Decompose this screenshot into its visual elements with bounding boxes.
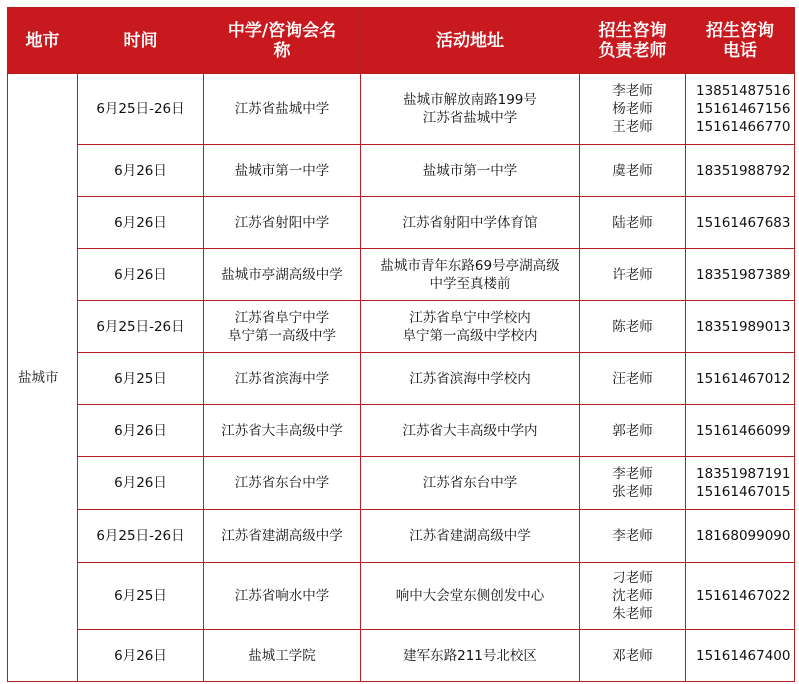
teacher-cell: [580, 249, 686, 301]
header-phone-line-1: 招生咨询: [706, 20, 774, 41]
phone-cell: [686, 301, 795, 353]
table-row: [8, 249, 795, 301]
address-cell: [361, 145, 580, 197]
address-text: 江苏省阜宁中学校内: [409, 309, 531, 326]
school-text: 江苏省盐城中学: [234, 101, 330, 117]
school-text: 江苏省建湖高级中学: [221, 528, 343, 544]
time-cell: [78, 301, 204, 353]
time-text: 6月26日: [114, 214, 167, 231]
teacher-cell: [580, 197, 686, 249]
address-cell: [361, 249, 580, 301]
school-cell: [204, 405, 361, 457]
school-text: 盐城市亭湖高级中学: [221, 266, 343, 283]
phone-text: 15161467156: [696, 101, 791, 117]
teacher-text: 沈老师: [612, 588, 653, 604]
header-address-label: 活动地址: [436, 30, 504, 51]
address-cell: [361, 301, 580, 353]
school-cell: [204, 630, 361, 682]
phone-text: 15161467400: [696, 647, 791, 664]
city-label: 盐城市: [18, 369, 59, 386]
school-text: 江苏省阜宁中学: [234, 309, 330, 326]
time-text: 6月25日-26日: [96, 101, 185, 117]
header-time: [78, 8, 204, 74]
header-phone-line-2: 电话: [723, 40, 757, 61]
time-cell: [78, 197, 204, 249]
teacher-text: 杨老师: [612, 101, 653, 117]
table-body: [8, 74, 795, 682]
teacher-text: 郭老师: [612, 422, 653, 439]
phone-text: 15161467015: [696, 484, 791, 500]
address-text: 中学至真楼前: [429, 275, 511, 292]
phone-text: 18168099090: [696, 528, 791, 544]
school-cell: [204, 145, 361, 197]
teacher-text: 汪老师: [612, 370, 653, 387]
header-teacher: [580, 8, 686, 74]
teacher-cell: [580, 301, 686, 353]
school-cell: [204, 74, 361, 145]
school-cell: [204, 563, 361, 630]
phone-text: 15161467683: [696, 214, 791, 231]
school-text: 江苏省响水中学: [234, 588, 330, 604]
header-school: [204, 8, 361, 74]
address-text: 江苏省射阳中学体育馆: [402, 214, 538, 231]
phone-cell: [686, 457, 795, 510]
phone-cell: [686, 405, 795, 457]
address-text: 响中大会堂东侧创发中心: [395, 588, 545, 604]
address-cell: [361, 510, 580, 563]
teacher-cell: [580, 630, 686, 682]
time-text: 6月25日-26日: [96, 528, 185, 544]
school-cell: [204, 301, 361, 353]
time-cell: [78, 630, 204, 682]
address-text: 盐城市青年东路69号亭湖高级: [380, 257, 560, 274]
address-cell: [361, 563, 580, 630]
header-row: [8, 8, 795, 74]
phone-cell: [686, 510, 795, 563]
time-cell: [78, 74, 204, 145]
header-phone: [686, 8, 795, 74]
phone-text: 18351989013: [696, 318, 791, 335]
teacher-cell: [580, 405, 686, 457]
phone-text: 15161467012: [696, 370, 791, 387]
school-text: 江苏省射阳中学: [234, 214, 330, 231]
teacher-text: 虞老师: [612, 162, 653, 179]
phone-text: 18351987389: [696, 266, 791, 283]
admissions-consultation-table: [7, 7, 795, 682]
school-text: 盐城市第一中学: [234, 162, 330, 179]
address-text: 阜宁第一高级中学校内: [402, 327, 538, 344]
header-city-label: 地市: [25, 30, 60, 51]
header-city: [8, 8, 78, 74]
school-text: 江苏省滨海中学: [234, 370, 330, 387]
school-cell: [204, 249, 361, 301]
teacher-text: 李老师: [612, 466, 653, 482]
address-cell: [361, 353, 580, 405]
address-text: 江苏省大丰高级中学内: [402, 422, 538, 439]
teacher-text: 李老师: [612, 83, 653, 99]
teacher-text: 张老师: [612, 484, 653, 500]
school-cell: [204, 457, 361, 510]
address-cell: [361, 457, 580, 510]
table-row: [8, 510, 795, 563]
teacher-cell: [580, 457, 686, 510]
table-row: [8, 353, 795, 405]
time-text: 6月25日: [114, 370, 167, 387]
teacher-text: 陆老师: [612, 214, 653, 231]
table-row: [8, 197, 795, 249]
header-teacher-line-1: 招生咨询: [598, 20, 667, 41]
phone-cell: [686, 145, 795, 197]
address-text: 盐城市解放南路199号: [403, 92, 537, 108]
teacher-text: 邓老师: [612, 647, 653, 664]
teacher-text: 陈老师: [612, 318, 653, 335]
header-school-line-2: 称: [273, 40, 291, 61]
phone-text: 18351988792: [696, 162, 791, 179]
time-cell: [78, 405, 204, 457]
phone-cell: [686, 353, 795, 405]
address-text: 建军东路211号北校区: [403, 647, 537, 664]
address-text: 江苏省东台中学: [422, 475, 518, 491]
address-cell: [361, 630, 580, 682]
phone-cell: [686, 197, 795, 249]
teacher-cell: [580, 563, 686, 630]
time-text: 6月26日: [114, 647, 167, 664]
time-cell: [78, 249, 204, 301]
school-text: 江苏省东台中学: [234, 475, 330, 491]
phone-cell: [686, 563, 795, 630]
header-time-label: 时间: [123, 30, 158, 51]
table-row: [8, 630, 795, 682]
time-cell: [78, 353, 204, 405]
time-cell: [78, 510, 204, 563]
address-text: 江苏省建湖高级中学: [409, 528, 531, 544]
time-cell: [78, 563, 204, 630]
phone-text: 15161467022: [696, 588, 791, 604]
teacher-text: 许老师: [612, 266, 653, 283]
address-cell: [361, 74, 580, 145]
teacher-text: 朱老师: [612, 606, 653, 622]
table-row: [8, 145, 795, 197]
teacher-cell: [580, 353, 686, 405]
phone-cell: [686, 630, 795, 682]
header-address: [361, 8, 580, 74]
address-text: 江苏省盐城中学: [422, 110, 518, 126]
phone-cell: [686, 74, 795, 145]
time-text: 6月25日-26日: [96, 318, 185, 335]
address-cell: [361, 197, 580, 249]
teacher-text: 刁老师: [612, 570, 653, 586]
phone-text: 15161466770: [696, 119, 791, 135]
city-cell: [8, 74, 78, 682]
time-text: 6月26日: [114, 422, 167, 439]
phone-text: 13851487516: [696, 83, 791, 99]
phone-text: 18351987191: [696, 466, 791, 482]
time-cell: [78, 457, 204, 510]
table-row: [8, 405, 795, 457]
time-text: 6月26日: [114, 475, 167, 491]
teacher-cell: [580, 510, 686, 563]
teacher-text: 王老师: [612, 119, 653, 135]
phone-cell: [686, 249, 795, 301]
address-text: 江苏省滨海中学校内: [409, 370, 531, 387]
school-cell: [204, 353, 361, 405]
address-text: 盐城市第一中学: [422, 162, 518, 179]
school-cell: [204, 197, 361, 249]
teacher-cell: [580, 145, 686, 197]
school-text: 盐城工学院: [248, 647, 316, 664]
teacher-cell: [580, 74, 686, 145]
school-text: 江苏省大丰高级中学: [221, 422, 343, 439]
school-cell: [204, 510, 361, 563]
school-text: 阜宁第一高级中学: [228, 327, 336, 344]
table-row: [8, 74, 795, 145]
header-teacher-line-2: 负责老师: [598, 40, 667, 61]
table-row: [8, 301, 795, 353]
time-text: 6月26日: [114, 266, 167, 283]
header-school-line-1: 中学/咨询会名: [227, 20, 337, 41]
address-cell: [361, 405, 580, 457]
time-text: 6月25日: [114, 588, 167, 604]
time-cell: [78, 145, 204, 197]
teacher-text: 李老师: [612, 528, 653, 544]
table-row: [8, 457, 795, 510]
time-text: 6月26日: [114, 162, 167, 179]
phone-text: 15161466099: [696, 422, 791, 439]
table-row: [8, 563, 795, 630]
